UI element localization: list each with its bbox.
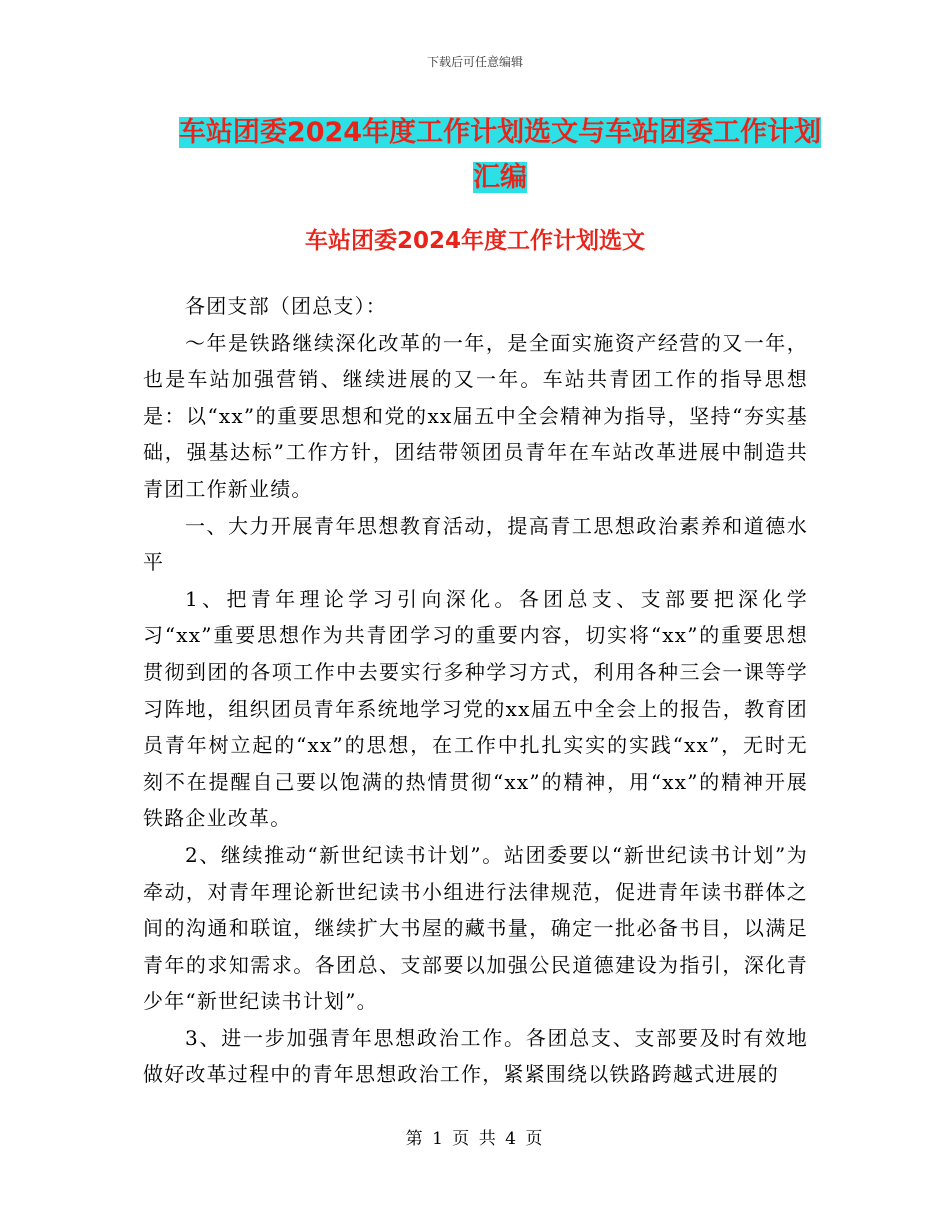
- header-note: 下载后可任意编辑: [426, 55, 523, 69]
- page-number-footer: 第 1 页 共 4 页: [405, 1129, 545, 1149]
- document-title: [140, 110, 860, 200]
- item-paragraph-2: 2、继续推动“新世纪读书计划”。站团委要以“新世纪读书计划”为牵动，对青年理论新世纪读书小组进行法律规范，促进青年读书群体之间的沟通和联谊，继续扩大书屋的藏书量，确定一批必备书目，以满足青年的求知需求。各团总、支部要以加强公民道德建设为指引，深化青少年“新世纪读书计划”。: [143, 842, 808, 1014]
- document-title-line-1: 车站团委2024年度工作计划选文与车站团委工作计划: [178, 117, 822, 148]
- section-heading-1: 一、大力开展青年思想教育活动，提高青工思想政治素养和道德水平: [143, 513, 808, 575]
- section-title: 车站团委2024年度工作计划选文: [304, 228, 645, 254]
- item-paragraph-1: 1、把青年理论学习引向深化。各团总支、支部要把深化学习“xx”重要思想作为共青团学习的重要内容，切实将“xx”的重要思想贯彻到团的各项工作中去要实行多种学习方式，利用各种三会一课等学习阵地，组织团员青年系统地学习党的xx届五中全会上的报告，教育团员青年树立起的“xx”的思想，在工作中扎扎实实的实践“xx”，无时无刻不在提醒自己要以饱满的热情贯彻“xx”的精神，用“xx”的精神开展铁路企业改革。: [143, 586, 808, 831]
- document-title-line-2: 汇编: [473, 162, 527, 193]
- salutation-paragraph: 各团支部（团总支）：: [185, 294, 387, 318]
- document-body: [143, 288, 808, 1093]
- item-paragraph-3: 3、进一步加强青年思想政治工作。各团总支、支部要及时有效地做好改革过程中的青年思想政治工作，紧紧围绕以铁路跨越式进展的: [143, 1025, 808, 1087]
- intro-paragraph: ～年是铁路继续深化改革的一年，是全面实施资产经营的又一年，也是车站加强营销、继续进展的又一年。车站共青团工作的指导思想是：以“xx”的重要思想和党的xx届五中全会精神为指导，坚持“夯实基础，强基达标”工作方针，团结带领团员青年在车站改革进展中制造共青团工作新业绩。: [143, 330, 808, 501]
